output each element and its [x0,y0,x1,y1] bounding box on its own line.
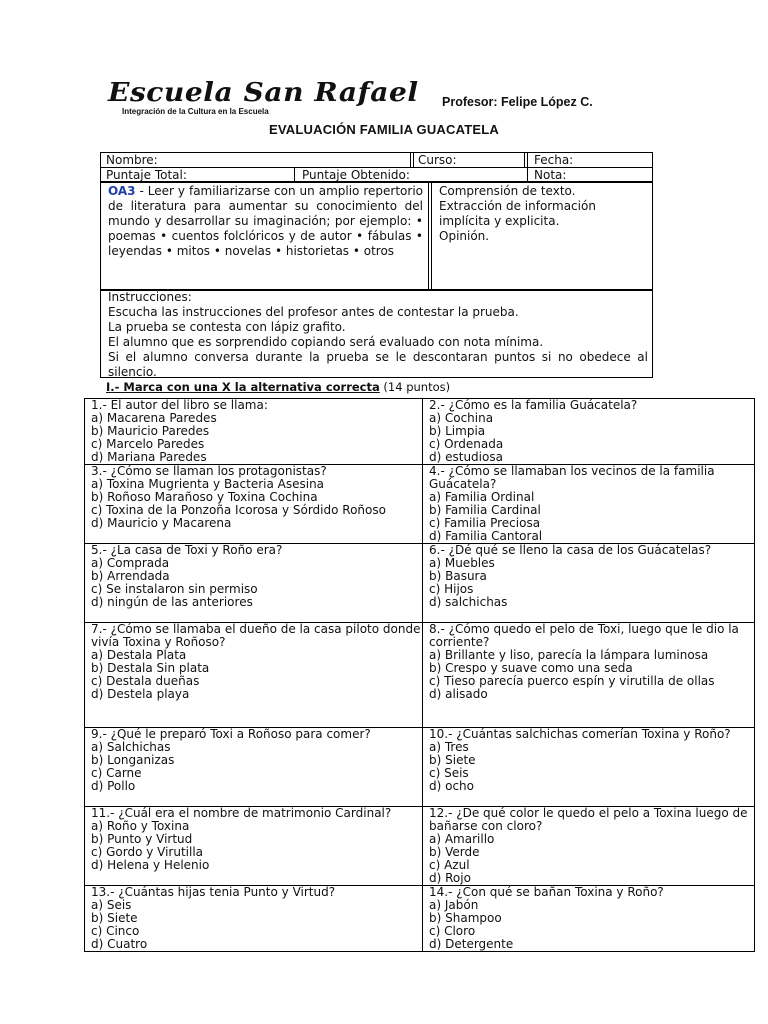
question-cell [85,544,423,623]
instructions-box [100,290,653,378]
answer-option[interactable]: a) Toxina Mugrienta y Bacteria Asesina [91,477,325,491]
answer-option[interactable]: b) Familia Cardinal [429,503,541,517]
answer-option[interactable]: c) Se instalaron sin permiso [91,582,258,596]
question-cell [423,886,755,952]
question-cell [423,544,755,623]
answer-option[interactable]: d) Familia Cantoral [429,529,543,543]
answer-option[interactable]: a) Muebles [429,556,495,570]
section-title: I.- Marca con una X la alternativa correcta [106,380,380,394]
table-row [85,623,755,728]
answer-option[interactable]: b) Basura [429,569,487,583]
objective-box [100,182,653,290]
answer-option[interactable]: c) Familia Preciosa [429,516,541,530]
question-text: 5.- ¿La casa de Toxi y Roño era? [91,543,283,557]
answer-option[interactable]: b) Destala Sin plata [91,661,210,675]
answer-option[interactable]: d) Mauricio y Macarena [91,516,232,530]
answer-option[interactable]: c) Ordenada [429,437,504,451]
curso-label: Curso: [418,153,457,167]
answer-option[interactable]: c) Tieso parecía puerco espín y virutilla de ollas [429,674,715,688]
answer-option[interactable]: c) Seis [429,766,469,780]
question-cell [85,886,423,952]
answer-option[interactable]: a) Macarena Paredes [91,411,217,425]
instruction-line: Escucha las instrucciones del profesor antes de contestar la prueba. [108,305,519,319]
school-logo [108,78,419,116]
answer-option[interactable]: a) Tres [429,740,469,754]
answer-option[interactable]: b) Verde [429,845,480,859]
page-title: EVALUACIÓN FAMILIA GUACATELA [269,122,499,137]
answer-option[interactable]: b) Siete [91,911,138,925]
answer-option[interactable]: c) Azul [429,858,470,872]
questions-table [84,398,755,952]
answer-option[interactable]: d) Pollo [91,779,136,793]
answer-option[interactable]: d) ningún de las anteriores [91,595,253,609]
skill-item: Extracción de información implícita y explicita. [439,199,596,228]
answer-option[interactable]: c) Cloro [429,924,476,938]
answer-option[interactable]: d) Detergente [429,937,514,951]
answer-option[interactable]: c) Hijos [429,582,474,596]
question-cell [85,728,423,807]
instructions-heading: Instrucciones: [108,290,192,304]
answer-option[interactable]: a) Amarillo [429,832,495,846]
question-text: 8.- ¿Cómo quedo el pelo de Toxi, luego que le dio la corriente? [429,622,739,649]
table-row [85,399,755,465]
question-cell [85,399,423,465]
objective-text [103,184,423,259]
answer-option[interactable]: a) Cochina [429,411,494,425]
answer-option[interactable]: b) Roñoso Marañoso y Toxina Cochina [91,490,318,504]
answer-option[interactable]: d) Cuatro [91,937,148,951]
question-cell [85,807,423,886]
answer-option[interactable]: d) Mariana Paredes [91,450,207,464]
question-text: 1.- El autor del libro se llama: [91,398,268,412]
answer-option[interactable]: b) Punto y Virtud [91,832,193,846]
answer-option[interactable]: a) Comprada [91,556,170,570]
question-text: 14.- ¿Con qué se bañan Toxina y Roño? [429,885,664,899]
answer-option[interactable]: b) Crespo y suave como una seda [429,661,633,675]
section-heading [106,380,450,394]
answer-option[interactable]: a) Roño y Toxina [91,819,190,833]
question-cell [423,807,755,886]
answer-option[interactable]: d) salchichas [429,595,508,609]
question-cell [423,728,755,807]
table-row [85,807,755,886]
skill-item: Opinión. [439,229,490,243]
question-cell [423,399,755,465]
answer-option[interactable]: c) Destala dueñas [91,674,200,688]
nombre-label: Nombre: [106,153,158,167]
answer-option[interactable]: a) Brillante y liso, parecía la lámpara luminosa [429,648,709,662]
question-text: 11.- ¿Cuál era el nombre de matrimonio Cardinal? [91,806,392,820]
question-text: 9.- ¿Qué le preparó Toxi a Roñoso para comer? [91,727,371,741]
table-row [85,465,755,544]
instruction-line: La prueba se contesta con lápiz grafito. [108,320,346,334]
table-row [85,886,755,952]
question-cell [85,465,423,544]
question-cell [423,623,755,728]
fecha-label: Fecha: [534,153,574,167]
question-cell [423,465,755,544]
answer-option[interactable]: c) Cinco [91,924,140,938]
question-text: 13.- ¿Cuántas hijas tenia Punto y Virtud? [91,885,336,899]
answer-option[interactable]: d) Helena y Helenio [91,858,210,872]
answer-option[interactable]: d) Destela playa [91,687,190,701]
question-cell [85,623,423,728]
school-name: Escuela San Rafael [108,78,419,108]
teacher-name: Profesor: Felipe López C. [442,95,593,109]
question-text: 2.- ¿Cómo es la familia Guácatela? [429,398,638,412]
objective-description: - Leer y familiarizarse con un amplio repertorio de literatura para aumentar su conocimiento del mundo y desarrollar su imaginación; por ejemplo: • poemas • cuentos folclóricos y de autor • fábulas • leyendas • mitos • novelas • historietas • otros [108,184,423,258]
answer-option[interactable]: d) Rojo [429,871,471,885]
info-table [100,152,653,182]
answer-option[interactable]: c) Marcelo Paredes [91,437,205,451]
table-row [85,728,755,807]
answer-option[interactable]: c) Toxina de la Ponzoña Icorosa y Sórdido Roñoso [91,503,386,517]
question-text: 3.- ¿Cómo se llaman los protagonistas? [91,464,327,478]
answer-option[interactable]: b) Longanizas [91,753,175,767]
puntaje-obtenido-label: Puntaje Obtenido: [302,168,410,182]
instruction-line: Si el alumno conversa durante la prueba se le descontaran puntos si no obedece al silencio. [108,350,648,379]
instruction-line: El alumno que es sorprendido copiando será evaluado con nota mínima. [108,335,544,349]
answer-option[interactable]: d) estudiosa [429,450,503,464]
question-text: 4.- ¿Cómo se llamaban los vecinos de la familia Guácatela? [429,464,715,491]
question-text: 10.- ¿Cuántas salchichas comerían Toxina y Roño? [429,727,731,741]
skill-item: Comprensión de texto. [439,184,576,198]
answer-option[interactable]: b) Arrendada [91,569,170,583]
answer-option[interactable]: b) Shampoo [429,911,502,925]
skills-list [434,184,624,244]
objective-code: OA3 [108,184,136,198]
answer-option[interactable]: a) Destala Plata [91,648,187,662]
table-row [85,544,755,623]
nota-label: Nota: [534,168,567,182]
answer-option[interactable]: b) Limpia [429,424,486,438]
question-text: 7.- ¿Cómo se llamaba el dueño de la casa piloto donde vivía Toxina y Roñoso? [91,622,421,649]
answer-option[interactable]: b) Mauricio Paredes [91,424,210,438]
answer-option[interactable]: a) Jabón [429,898,479,912]
section-points: (14 puntos) [379,380,451,394]
answer-option[interactable]: a) Seis [91,898,132,912]
answer-option[interactable]: c) Carne [91,766,142,780]
answer-option[interactable]: a) Salchichas [91,740,171,754]
puntaje-total-label: Puntaje Total: [106,168,187,182]
answer-option[interactable]: d) alisado [429,687,488,701]
question-text: 6.- ¿Dé qué se lleno la casa de los Guácatelas? [429,543,712,557]
question-text: 12.- ¿De qué color le quedo el pelo a Toxina luego de bañarse con cloro? [429,806,748,833]
answer-option[interactable]: d) ocho [429,779,474,793]
answer-option[interactable]: a) Familia Ordinal [429,490,535,504]
answer-option[interactable]: c) Gordo y Virutilla [91,845,204,859]
school-tagline: Integración de la Cultura en la Escuela [122,107,269,116]
answer-option[interactable]: b) Siete [429,753,476,767]
